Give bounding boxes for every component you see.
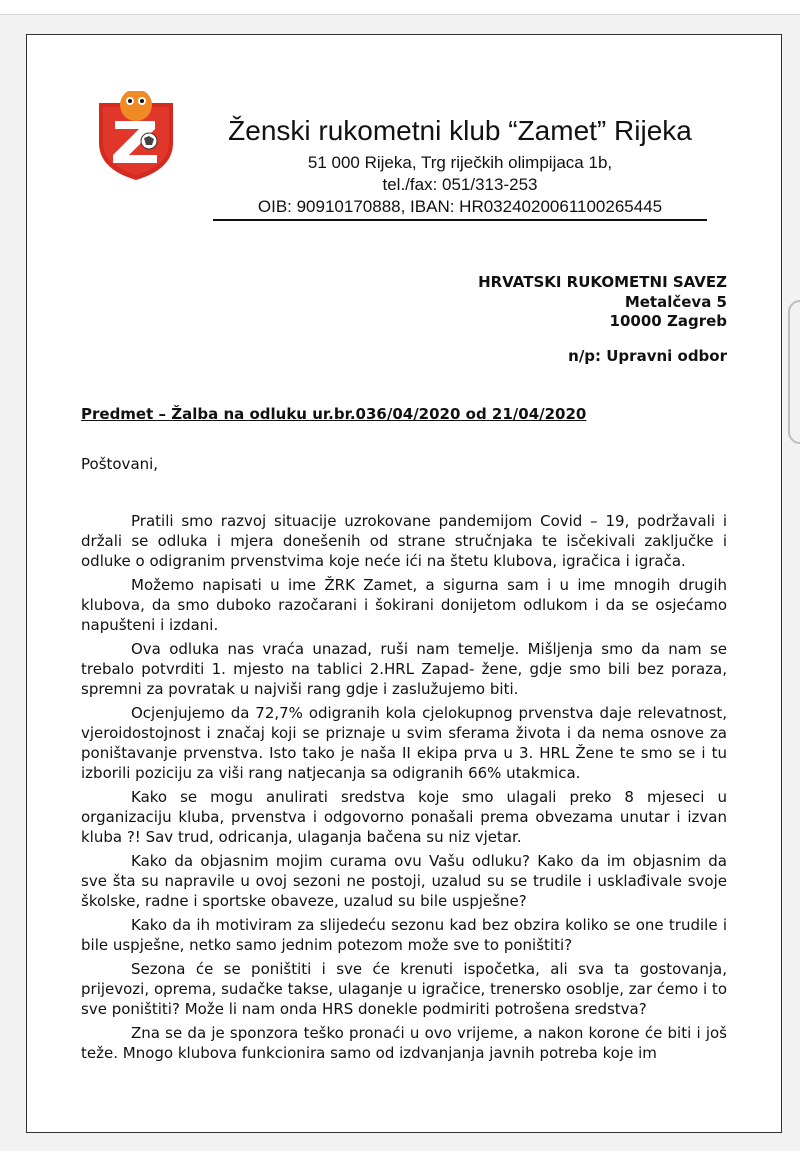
letter-page xyxy=(26,34,782,1133)
recipient-street: Metalčeva 5 xyxy=(624,293,727,311)
paragraph: Sezona će se poništiti i sve će krenuti ispočetka, ali sva ta gostovanja, prijevozi, oprema, sudačke takse, ulaganje u igračice, trenersko osoblje, zar ćemo i to sve poništiti? Može li nam onda HRS donekle podmiriti potrošena sredstva? xyxy=(81,960,727,1018)
recipient-city: 10000 Zagreb xyxy=(609,312,727,330)
paragraph: Kako da objasnim mojim curama ovu Vašu odluku? Kako da im objasnim da sve šta su napravile u ovoj sezoni ne postoji, uzalud su se trudile i usklađivale svoje školske, radne i sportske obaveze, uzalud su bile uspješne? xyxy=(81,852,727,910)
club-name: Ženski rukometni klub “Zamet” Rijeka xyxy=(228,115,692,146)
recipient-attention: n/p: Upravni odbor xyxy=(568,347,727,365)
paragraph: Kako se mogu anulirati sredstva koje smo ulagali preko 8 mjeseci u organizaciju kluba, prvenstva i odgovorno ponašali prema obvezama unutar i izvan kluba ?! Sav trud, odricanja, ulaganja bačena su niz vjetar. xyxy=(81,788,727,846)
paragraph: Ocjenjujemo da 72,7% odigranih kola cjelokupnog prvenstva daje relevatnost, vjeroidostojnost i značaj koji se priznaje u svim sferama života i da nema osnove za poništavanje prvenstva. Isto tako je naša II ekipa prva u 3. HRL Žene te smo se i tu izborili poziciju za viši rang natjecanja sa odigranih 66% utakmica. xyxy=(81,704,727,782)
club-address: 51 000 Rijeka, Trg riječkih olimpijaca 1b, xyxy=(307,153,613,172)
top-bar xyxy=(0,0,800,15)
club-logo xyxy=(97,91,175,181)
letter-greeting: Poštovani, xyxy=(81,455,159,473)
club-oib-iban: OIB: 90910170888, IBAN: HR0324020061100265445 xyxy=(213,197,707,221)
paragraph: Možemo napisati u ime ŽRK Zamet, a sigurna sam i u ime mnogih drugih klubova, da smo duboko razočarani i šokirani donijetom odlukom i da se osjećamo napušteni i izdani. xyxy=(81,576,727,634)
paragraph: Zna se da je sponzora teško pronaći u ovo vrijeme, a nakon korone će biti i još teže. Mnogo klubova funkcionira samo od izdvanjanja javnih potreba koje im xyxy=(81,1024,727,1062)
scroll-handle[interactable] xyxy=(788,300,800,444)
recipient-name: HRVATSKI RUKOMETNI SAVEZ xyxy=(478,273,727,291)
paragraph: Ova odluka nas vraća unazad, ruši nam temelje. Mišljenja smo da nam se trebalo potvrditi 1. mjesto na tablici 2.HRL Zapad- žene, gdje smo bili bez poraza, spremni za povratak u najviši rang gdje i zaslužujemo biti. xyxy=(81,640,727,698)
letter-subject: Predmet – Žalba na odluku ur.br.036/04/2020 od 21/04/2020 xyxy=(81,405,587,423)
paragraph: Kako da ih motiviram za slijedeću sezonu kad bez obzira koliko se one trudile i bile uspješne, netko samo jednim potezom može sve to poništiti? xyxy=(81,916,727,954)
club-phone: tel./fax: 051/313-253 xyxy=(382,175,538,194)
paragraph: Pratili smo razvoj situacije uzrokovane pandemijom Covid – 19, podržavali i držali se odluka i mjera donešenih od strane stručnjaka te isčekivali zaključke i odluke o odigranim prvenstvima koje neće ići na štetu klubova, igračica i igrača. xyxy=(81,512,727,570)
